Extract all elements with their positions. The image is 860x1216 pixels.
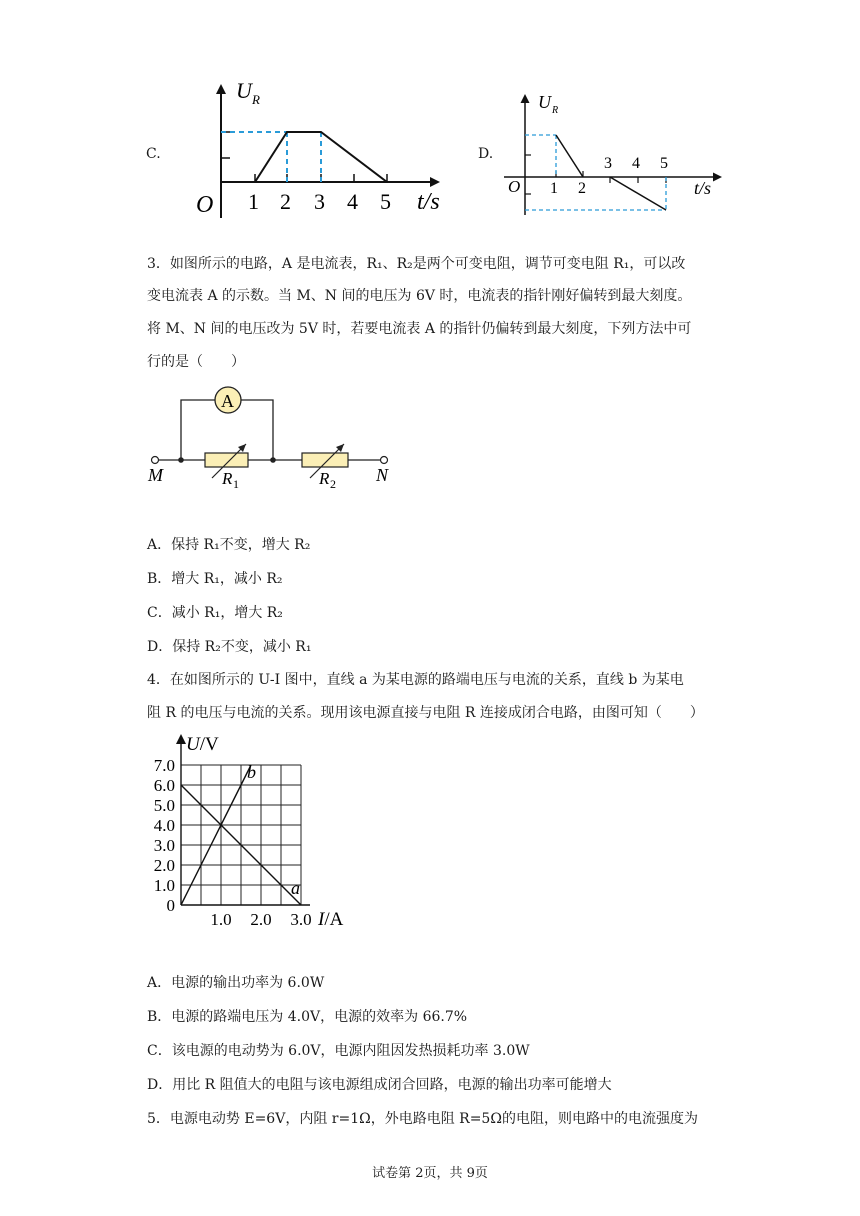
y-tick-label: 5.0 [153,796,175,815]
graph-d-x-label: t/s [694,178,712,198]
graph-d [498,90,728,220]
terminal-n [381,457,388,464]
y-tick-label: 4.0 [153,816,175,835]
svg-text:1: 1 [550,180,558,197]
q3-line-3: 将 M、N 间的电压改为 5V 时，若要电流表 A 的指针仍偏转到最大刻度，下列方法中可 [147,321,692,337]
q3-option-b[interactable]: B．增大 R₁，减小 R₂ [147,571,283,587]
graph-d-origin: O [508,177,521,196]
x-tick-label: 2.0 [250,910,272,929]
terminal-m [152,457,159,464]
y-tick-label: 3.0 [153,836,175,855]
q3-option-d[interactable]: D．保持 R₂不变，减小 R₁ [147,639,312,655]
svg-text:1: 1 [233,477,239,490]
y-tick-label: 7.0 [153,756,175,775]
graph-d-y-label: U [538,92,551,112]
y-axis-label: U/V [186,734,219,755]
svg-text:M: M [148,465,163,485]
svg-text:5: 5 [660,155,668,172]
svg-text:2: 2 [578,180,586,197]
option-d-label: D. [478,146,494,162]
svg-text:R: R [552,105,559,116]
graph-d-curve-1 [556,135,583,177]
x-tick-label: 1.0 [210,910,232,929]
graph-c-origin: O [196,192,214,218]
q4-option-b[interactable]: B．电源的路端电压为 4.0V，电源的效率为 66.7% [147,1009,468,1025]
q4-option-d[interactable]: D．用比 R 阻值大的电阻与该电源组成闭合回路，电源的输出功率可能增大 [147,1077,612,1093]
y-tick-label: 0 [166,896,175,915]
q3-line-1: 3．如图所示的电路，A 是电流表，R₁、R₂是两个可变电阻，调节可变电阻 R₁，可以改 [147,256,686,272]
svg-text:2: 2 [330,477,336,490]
q4-option-c[interactable]: C．该电源的电动势为 6.0V，电源内阻因发热损耗功率 3.0W [147,1043,530,1059]
svg-text:N: N [376,465,389,485]
q4-line-1: 4．在如图所示的 U-I 图中，直线 a 为某电源的路端电压与电流的关系，直线 b 为某电 [147,672,684,688]
x-tick-label: 3.0 [290,910,312,929]
svg-text:3: 3 [314,189,325,214]
circuit-diagram [140,378,400,490]
q3-option-a[interactable]: A．保持 R₁不变，增大 R₂ [147,537,311,553]
q3-option-c[interactable]: C．减小 R₁，增大 R₂ [147,605,283,621]
svg-text:5: 5 [380,189,391,214]
page-footer: 试卷第 2页，共 9页 [372,1166,488,1181]
svg-text:1: 1 [248,189,259,214]
graph-c-y-label: U [236,78,252,103]
svg-text:R: R [319,469,330,488]
series-label-b: b [247,762,256,782]
svg-text:4: 4 [347,189,358,214]
q5-line-1: 5．电源电动势 E=6V，内阻 r=1Ω，外电路电阻 R=5Ω的电阻，则电路中的电流强度为 [147,1111,698,1127]
y-tick-label: 6.0 [153,776,175,795]
u-i-chart [140,730,360,930]
svg-text:R: R [222,469,233,488]
svg-text:R: R [252,92,260,107]
x-axis-label: I/A [318,909,344,930]
svg-text:3: 3 [604,155,612,172]
svg-text:A: A [221,391,234,411]
svg-text:2: 2 [280,189,291,214]
graph-c [188,78,450,228]
resistor-r1 [205,453,248,467]
svg-text:4: 4 [632,155,640,172]
option-c-label: C. [146,146,161,162]
q3-line-2: 变电流表 A 的示数。当 M、N 间的电压为 6V 时，电流表的指针刚好偏转到最大刻度。 [147,288,692,304]
q4-line-2: 阻 R 的电压与电流的关系。现用该电源直接与电阻 R 连接成闭合电路，由图可知（ ） [147,705,704,721]
q4-option-a[interactable]: A．电源的输出功率为 6.0W [147,975,325,991]
graph-c-x-label: t/s [417,189,440,215]
y-tick-label: 1.0 [153,876,175,895]
resistor-r2 [302,453,348,467]
series-label-a: a [291,878,300,898]
q3-line-4: 行的是（ ） [147,354,245,370]
y-tick-label: 2.0 [153,856,175,875]
